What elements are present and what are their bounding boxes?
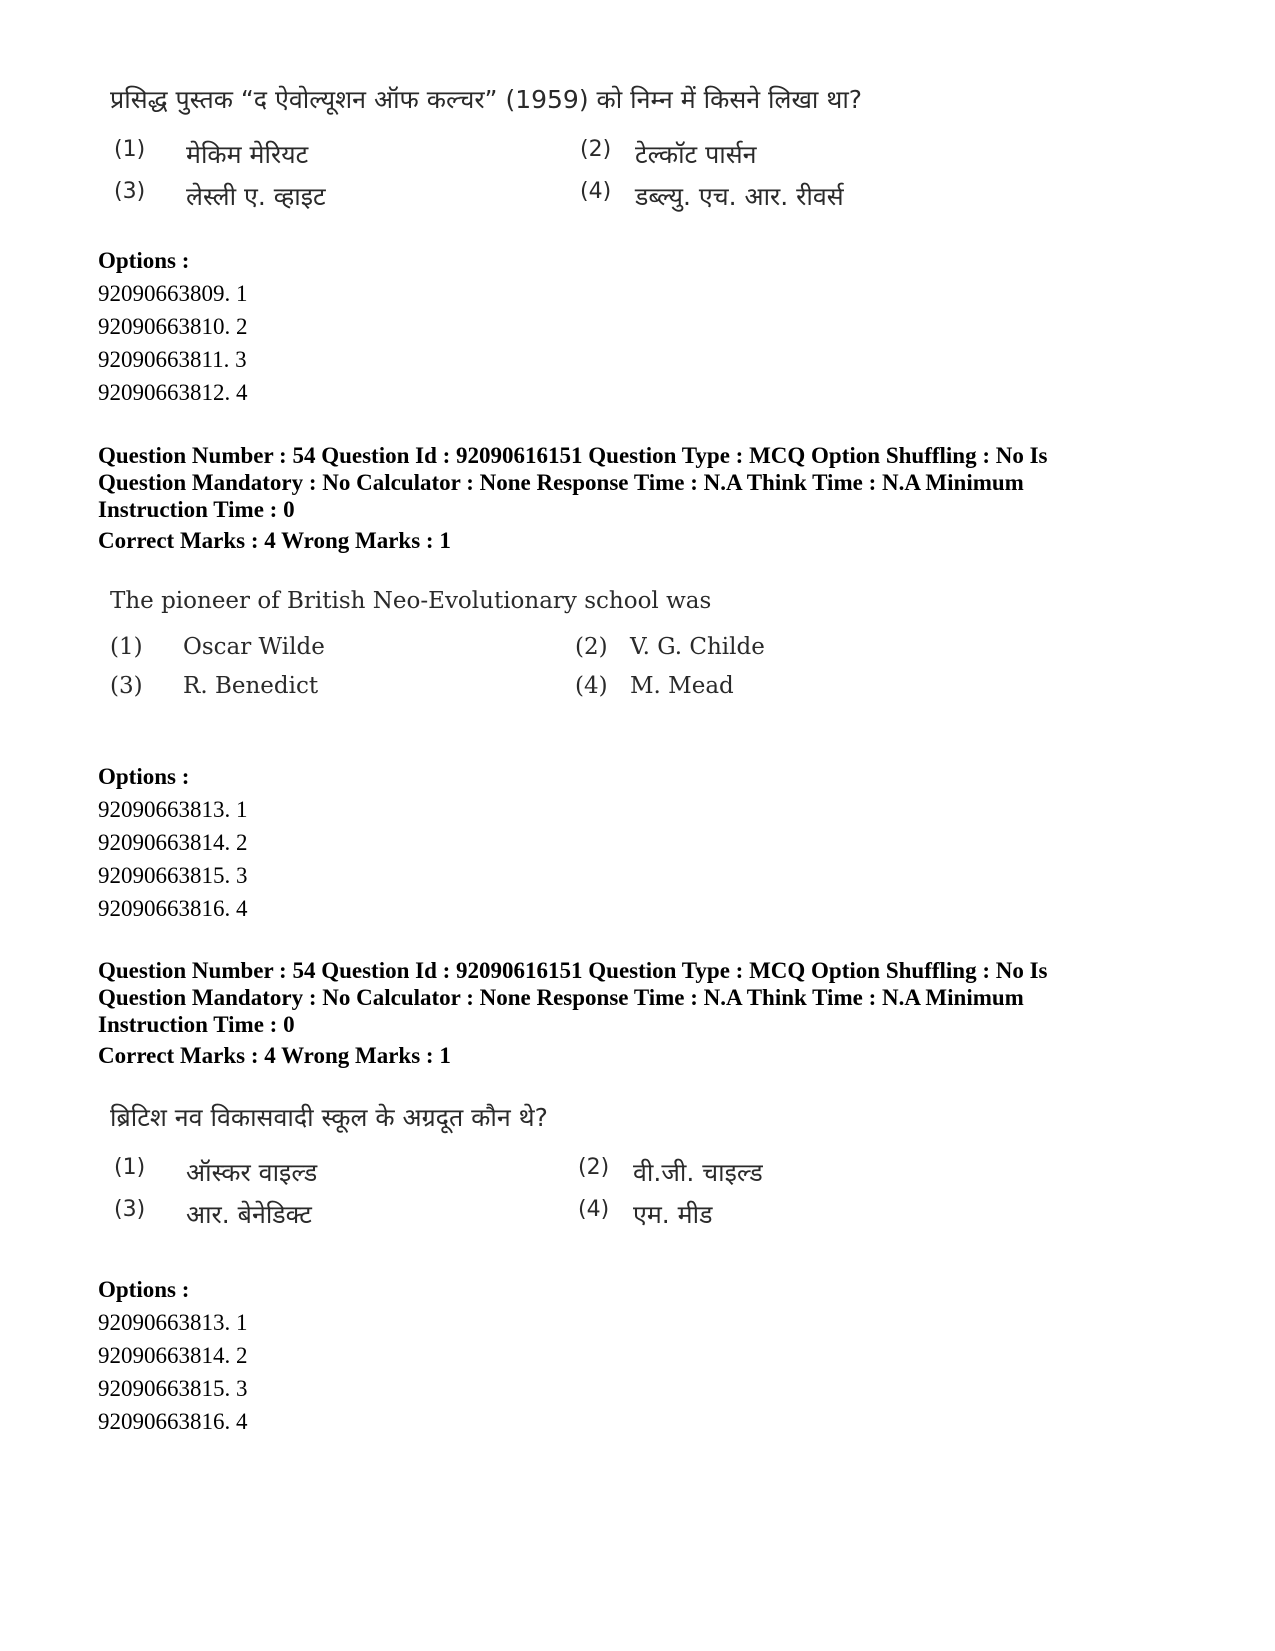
- option-id-row: 92090663810. 2: [98, 314, 248, 339]
- choice-number: (4): [580, 179, 612, 204]
- choice-number: (3): [114, 1197, 146, 1222]
- choice-text: एम. मीड: [633, 1200, 713, 1229]
- choice-number: (1): [114, 137, 146, 162]
- options-label: Options :: [98, 1277, 190, 1302]
- options-list-1: [98, 244, 248, 409]
- option-id-row: 92090663816. 4: [98, 896, 248, 921]
- options-list-2: [98, 760, 248, 925]
- question-text: The pioneer of British Neo-Evolutionary school was: [110, 588, 712, 614]
- choice-text: वी.जी. चाइल्ड: [633, 1158, 763, 1187]
- choice-number: (2): [575, 634, 608, 660]
- option-id-row: 92090663815. 3: [98, 1376, 248, 1401]
- choice-number: (4): [575, 673, 608, 699]
- marks-info: Correct Marks : 4 Wrong Marks : 1: [98, 528, 451, 553]
- question-text: प्रसिद्ध पुस्तक “द ऐवोल्यूशन ऑफ कल्चर” (1959) को निम्न में किसने लिखा था?: [110, 85, 863, 114]
- choice-text: Oscar Wilde: [183, 634, 325, 660]
- option-id-row: 92090663815. 3: [98, 863, 248, 888]
- choice-number: (3): [110, 673, 143, 699]
- question-text: ब्रिटिश नव विकासवादी स्कूल के अग्रदूत कौन थे?: [110, 1103, 548, 1132]
- option-id-row: 92090663813. 1: [98, 797, 248, 822]
- question-metadata: Question Number : 54 Question Id : 92090616151 Question Type : MCQ Option Shuffling : No Is Question Mandatory : No Calculator : None Response Time : N.A Think Time : N.A Minimum Instruction Time : 0: [98, 958, 1048, 1037]
- choice-text: आर. बेनेडिक्ट: [186, 1200, 312, 1229]
- choice-number: (2): [580, 137, 612, 162]
- option-id-row: 92090663814. 2: [98, 1343, 248, 1368]
- choice-number: (3): [114, 179, 146, 204]
- choice-text: टेल्कॉट पार्सन: [635, 140, 757, 169]
- choice-text: डब्ल्यु. एच. आर. रीवर्स: [635, 182, 844, 211]
- choice-number: (2): [578, 1155, 610, 1180]
- choice-text: M. Mead: [630, 673, 734, 699]
- marks-info: Correct Marks : 4 Wrong Marks : 1: [98, 1043, 451, 1068]
- option-id-row: 92090663813. 1: [98, 1310, 248, 1335]
- question-image-hindi-2: [110, 1100, 1010, 1230]
- choice-text: R. Benedict: [183, 673, 319, 699]
- choice-text: ऑस्कर वाइल्ड: [186, 1158, 318, 1187]
- options-label: Options :: [98, 248, 190, 273]
- options-list-3: [98, 1273, 248, 1438]
- option-id-row: 92090663816. 4: [98, 1409, 248, 1434]
- question-image-hindi-1: [110, 82, 1010, 212]
- option-id-row: 92090663811. 3: [98, 347, 247, 372]
- choice-text: लेस्ली ए. व्हाइट: [186, 182, 326, 211]
- option-id-row: 92090663814. 2: [98, 830, 248, 855]
- option-id-row: 92090663809. 1: [98, 281, 248, 306]
- option-id-row: 92090663812. 4: [98, 380, 248, 405]
- choice-number: (4): [578, 1197, 610, 1222]
- choice-text: V. G. Childe: [630, 634, 765, 660]
- options-label: Options :: [98, 764, 190, 789]
- question-image-english: [110, 588, 1010, 708]
- choice-number: (1): [114, 1155, 146, 1180]
- question-metadata: Question Number : 54 Question Id : 92090616151 Question Type : MCQ Option Shuffling : No Is Question Mandatory : No Calculator : None Response Time : N.A Think Time : N.A Minimum Instruction Time : 0: [98, 443, 1048, 522]
- choice-text: मेकिम मेरियट: [186, 140, 309, 169]
- choice-number: (1): [110, 634, 143, 660]
